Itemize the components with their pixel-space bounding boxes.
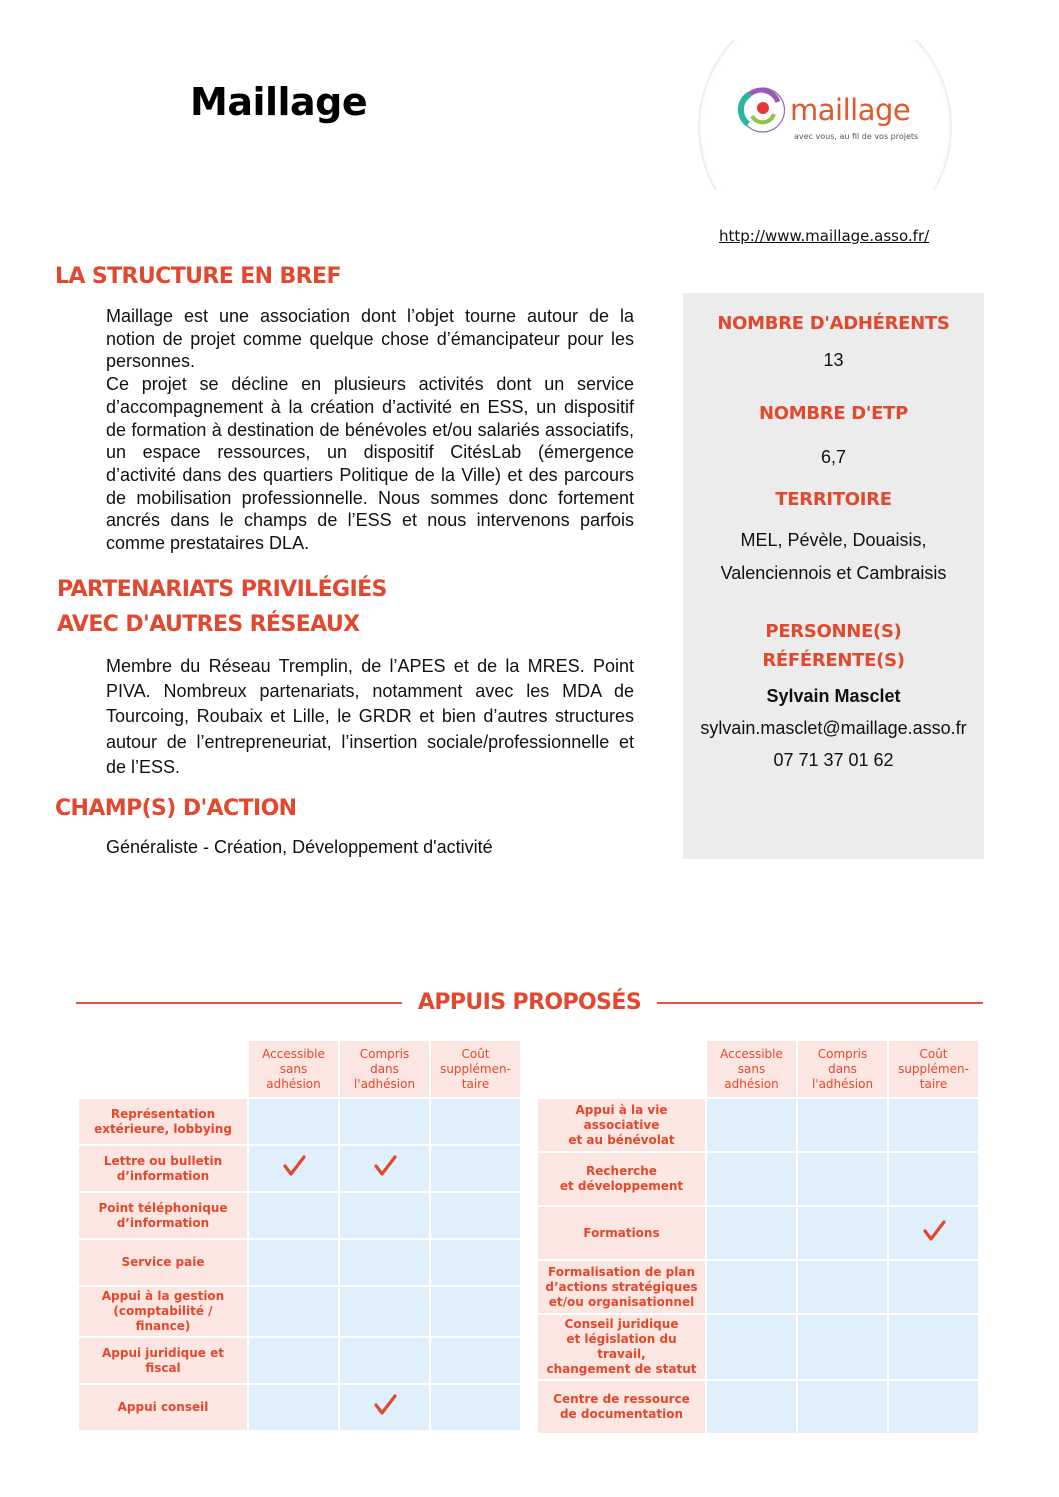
check-cell (340, 1338, 429, 1383)
logo-wordmark: maillage (790, 93, 911, 127)
check-cell (707, 1381, 796, 1433)
check-cell (431, 1193, 520, 1238)
check-cell (431, 1099, 520, 1144)
structure-heading: LA STRUCTURE EN BREF (55, 264, 341, 289)
table-row (79, 1240, 520, 1285)
check-cell (249, 1146, 338, 1191)
check-cell (340, 1287, 429, 1336)
col-header-accessible: Accessible sans adhésion (249, 1041, 338, 1097)
etp-value: 6,7 (820, 447, 847, 467)
check-cell (798, 1381, 887, 1433)
check-cell (249, 1099, 338, 1144)
check-cell (431, 1385, 520, 1430)
col-header-compris: Compris dans l'adhésion (798, 1041, 887, 1097)
structure-paragraph-1: Maillage est une association dont l’objet tourne autour de la notion de projet comme quelque chose d’émancipateur pour les personnes. (106, 306, 634, 372)
check-cell (889, 1315, 978, 1379)
check-cell (340, 1099, 429, 1144)
check-cell (889, 1381, 978, 1433)
check-cell (707, 1261, 796, 1313)
header-blank (538, 1041, 705, 1097)
checkmark-icon (921, 1218, 947, 1244)
structure-text (106, 305, 634, 555)
check-cell (798, 1099, 887, 1151)
checkmark-icon (372, 1392, 398, 1418)
check-cell (431, 1146, 520, 1191)
check-cell (249, 1338, 338, 1383)
territoire-line2: Valenciennois et Cambraisis (720, 563, 947, 583)
checkmark-icon (372, 1153, 398, 1179)
referent-name: Sylvain Masclet (766, 686, 901, 706)
partenariats-heading-line2: AVEC D'AUTRES RÉSEAUX (57, 612, 360, 637)
check-cell (798, 1261, 887, 1313)
referent-label-line2: RÉFÉRENTE(S) (762, 650, 905, 671)
referent-email[interactable]: sylvain.masclet@maillage.asso.fr (700, 718, 967, 738)
row-label: Recherche et développement (538, 1153, 705, 1205)
table-row (538, 1381, 978, 1433)
row-label: Formalisation de plan d’actions stratégiques et/ou organisationnel (538, 1261, 705, 1313)
row-label: Service paie (79, 1240, 247, 1285)
check-cell (798, 1207, 887, 1259)
check-cell (431, 1240, 520, 1285)
check-cell (798, 1315, 887, 1379)
check-cell (249, 1385, 338, 1430)
structure-paragraph-2: Ce projet se décline en plusieurs activités dont un service d’accompagnement à la création d’activité en ESS, un dispositif de formation à destination de bénévoles et/ou salariés associatifs, un espace ressources, un dispositif CitésLab (émergence d’activité dans des quartiers Politique de la Ville) et des parcours de mobilisation professionnelle. Nous sommes donc fortement ancrés dans le champs de l’ESS et nous intervenons parfois comme prestataires DLA. (106, 374, 634, 554)
spiral-logo-icon (736, 84, 788, 136)
champs-heading: CHAMP(S) D'ACTION (55, 796, 297, 821)
table-row (79, 1338, 520, 1383)
row-label: Lettre ou bulletin d’information (79, 1146, 247, 1191)
table-row (538, 1099, 978, 1151)
check-cell (431, 1338, 520, 1383)
referent-phone: 07 71 37 01 62 (773, 750, 894, 770)
champs-text: Généraliste - Création, Développement d'activité (106, 837, 493, 857)
website-link[interactable]: http://www.maillage.asso.fr/ (719, 227, 930, 245)
page-title: Maillage (190, 80, 368, 124)
checkmark-icon (281, 1153, 307, 1179)
row-label: Appui juridique et fiscal (79, 1338, 247, 1383)
appuis-table-right (536, 1039, 980, 1435)
table-row (79, 1385, 520, 1430)
check-cell (340, 1193, 429, 1238)
territoire-label: TERRITOIRE (775, 489, 892, 510)
check-cell (340, 1240, 429, 1285)
table-row (79, 1099, 520, 1144)
etp-label: NOMBRE D'ETP (758, 403, 909, 424)
row-label: Appui à la gestion (comptabilité / finance) (79, 1287, 247, 1336)
logo (698, 40, 952, 190)
check-cell (889, 1099, 978, 1151)
check-cell (249, 1193, 338, 1238)
check-cell (889, 1153, 978, 1205)
table-row (79, 1287, 520, 1336)
header-blank (79, 1041, 247, 1097)
partenariats-text: Membre du Réseau Tremplin, de l’APES et de la MRES. Point PIVA. Nombreux partenariats, notamment avec les MDA de Tourcoing, Roubaix et Lille, le GRDR et bien d’autres structures autour de l’entrepreneuriat, l’insertion sociale/professionnelle et de l’ESS. (106, 656, 634, 777)
row-label: Centre de ressource de documentation (538, 1381, 705, 1433)
check-cell (707, 1099, 796, 1151)
col-header-compris: Compris dans l'adhésion (340, 1041, 429, 1097)
check-cell (889, 1207, 978, 1259)
table-row (79, 1193, 520, 1238)
table-row (538, 1315, 978, 1379)
check-cell (707, 1207, 796, 1259)
table-row (538, 1261, 978, 1313)
referent-label-line1: PERSONNE(S) (765, 621, 902, 642)
info-sidebar (683, 293, 984, 859)
table-row (79, 1146, 520, 1191)
partenariats-heading-line1: PARTENARIATS PRIVILÉGIÉS (57, 577, 387, 602)
check-cell (431, 1287, 520, 1336)
col-header-cout: Coût supplémen- taire (431, 1041, 520, 1097)
check-cell (340, 1146, 429, 1191)
check-cell (340, 1385, 429, 1430)
logo-tagline: avec vous, au fil de vos projets (794, 132, 919, 141)
check-cell (707, 1315, 796, 1379)
row-label: Appui conseil (79, 1385, 247, 1430)
adherents-value: 13 (823, 350, 844, 370)
divider-right (657, 1002, 983, 1004)
row-label: Formations (538, 1207, 705, 1259)
table-row (538, 1207, 978, 1259)
appuis-table-left (77, 1039, 522, 1432)
row-label: Point téléphonique d’information (79, 1193, 247, 1238)
check-cell (249, 1240, 338, 1285)
row-label: Conseil juridique et législation du travail, changement de statut (538, 1315, 705, 1379)
appuis-heading: APPUIS PROPOSÉS (417, 990, 642, 1015)
col-header-cout: Coût supplémen- taire (889, 1041, 978, 1097)
col-header-accessible: Accessible sans adhésion (707, 1041, 796, 1097)
adherents-label: NOMBRE D'ADHÉRENTS (717, 313, 950, 334)
row-label: Représentation extérieure, lobbying (79, 1099, 247, 1144)
check-cell (249, 1287, 338, 1336)
check-cell (707, 1153, 796, 1205)
table-row (538, 1153, 978, 1205)
check-cell (798, 1153, 887, 1205)
territoire-line1: MEL, Pévèle, Douaisis, (740, 530, 927, 550)
row-label: Appui à la vie associative et au bénévolat (538, 1099, 705, 1151)
check-cell (889, 1261, 978, 1313)
